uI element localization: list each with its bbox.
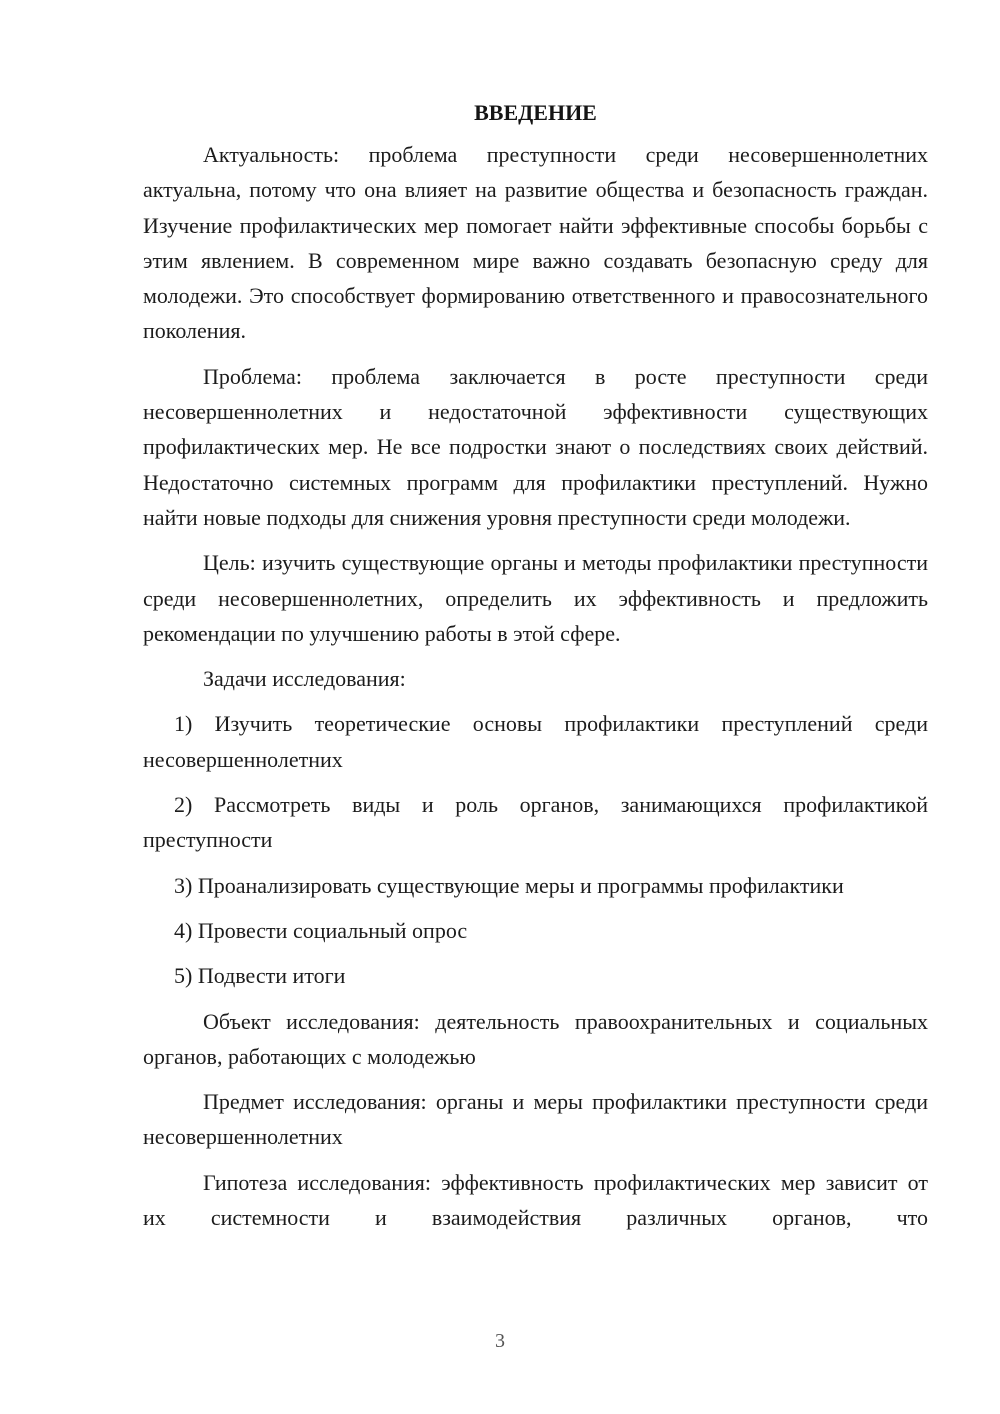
paragraph-problem: Проблема: проблема заключается в росте преступности среди несовершеннолетних и недостаточной эффективности существующих профилактических мер. Не все подростки знают о последствиях своих действий. Недостаточно системных программ для профилактики преступлений. Нужно найти новые подходы для снижения уровня преступности среди молодежи.	[143, 363, 928, 530]
paragraph-hypothesis: Гипотеза исследования: эффективность профилактических мер зависит от их системности и взаимодействия различных органов, что	[143, 1169, 928, 1231]
paragraph-object: Объект исследования: деятельность правоохранительных и социальных органов, работающих с молодежью	[143, 1008, 928, 1069]
paragraph-goal: Цель: изучить существующие органы и методы профилактики преступности среди несовершеннолетних, определить их эффективность и предложить рекомендации по улучшению работы в этой сфере.	[143, 550, 928, 646]
page-number: 3	[495, 1330, 505, 1352]
task-item-3: 3) Проанализировать существующие меры и программы профилактики	[174, 872, 844, 898]
document-body	[143, 95, 928, 1245]
task-item-4: 4) Провести социальный опрос	[174, 917, 468, 943]
section-title: ВВЕДЕНИЕ	[474, 100, 597, 125]
paragraph-subject: Предмет исследования: органы и меры профилактики преступности среди несовершеннолетних	[143, 1089, 928, 1150]
task-item-1: 1) Изучить теоретические основы профилактики преступлений среди несовершеннолетних	[143, 711, 928, 772]
paragraph-tasks-heading: Задачи исследования:	[203, 666, 406, 692]
task-item-2: 2) Рассмотреть виды и роль органов, занимающихся профилактикой преступности	[143, 792, 928, 853]
paragraph-relevance: Актуальность: проблема преступности среди несовершеннолетних актуальна, потому что она влияет на развитие общества и безопасность граждан. Изучение профилактических мер помогает найти эффективные способы борьбы с этим явлением. В современном мире важно создавать безопасную среду для молодежи. Это способствует формированию ответственного и правосознательного поколения.	[143, 142, 928, 344]
task-item-5: 5) Подвести итоги	[174, 963, 346, 989]
